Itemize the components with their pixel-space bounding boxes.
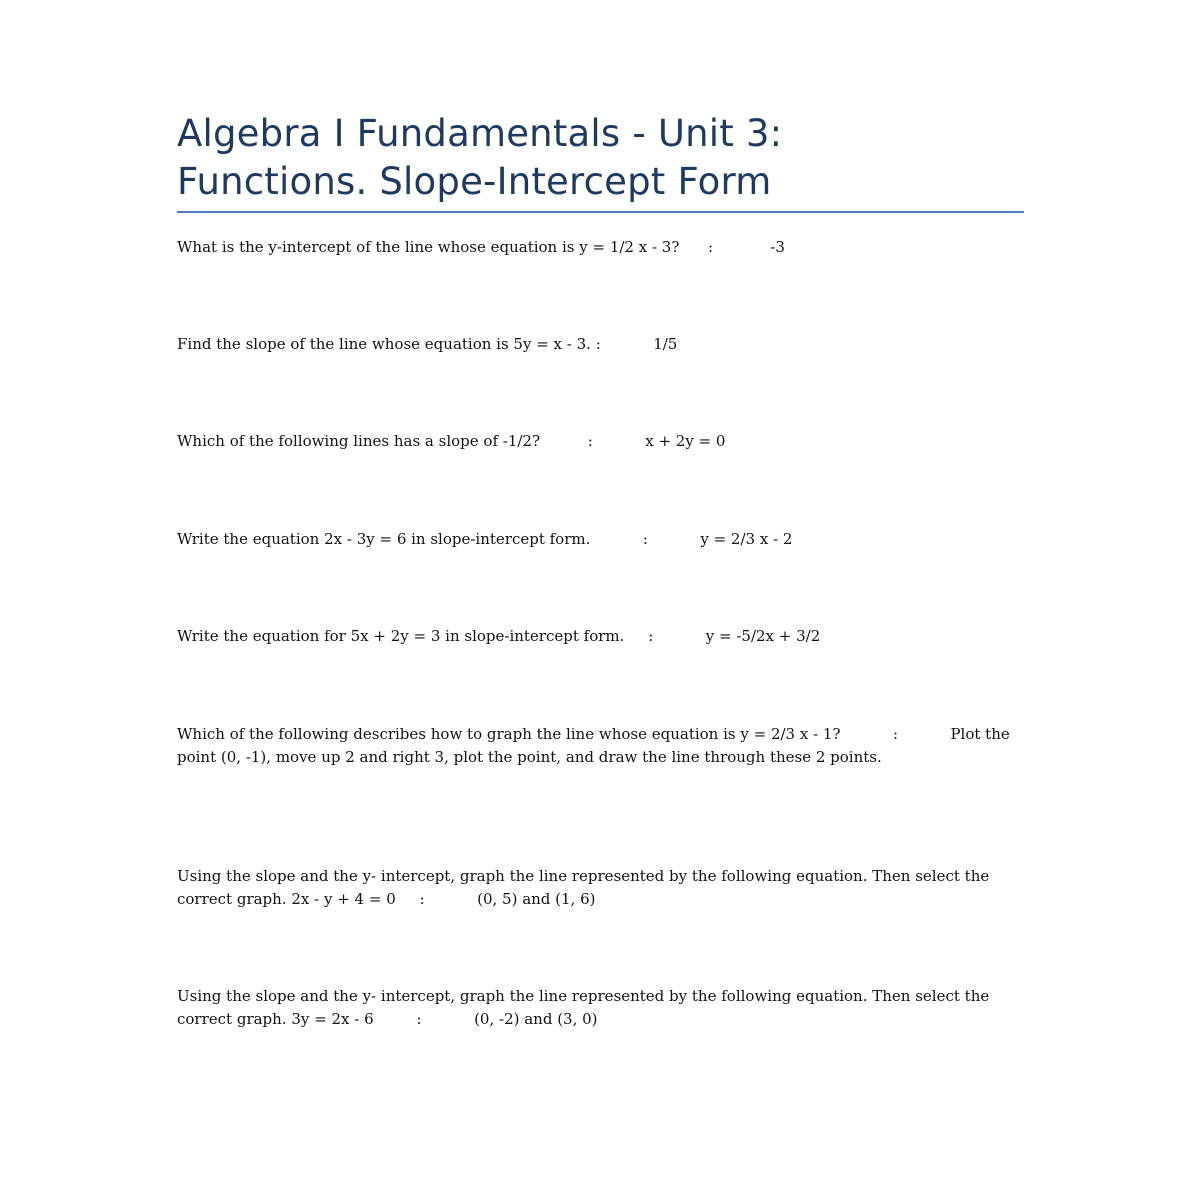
qa-item-7 — [177, 865, 1024, 911]
title-underline — [177, 211, 1024, 213]
question-text: Write the equation 2x - 3y = 6 in slope-intercept form. — [177, 530, 591, 548]
document-title — [177, 110, 1024, 206]
question-text: Which of the following describes how to graph the line whose equation is y = 2/3 x - 1? — [177, 725, 841, 743]
qa-item-5 — [177, 625, 1024, 648]
qa-item-8 — [177, 985, 1024, 1031]
answer-separator: : — [590, 530, 701, 548]
answer-separator: : — [373, 1010, 475, 1028]
answer-text: y = -5/2x + 3/2 — [705, 627, 821, 645]
answer-text: x + 2y = 0 — [645, 432, 726, 450]
qa-item-3 — [177, 430, 1024, 453]
answer-text: Plot the point (0, -1), move up 2 and right 3, plot the point, and draw the line through these 2 points. — [177, 725, 1015, 766]
title-line-2: Functions. Slope-Intercept Form — [177, 160, 772, 203]
answer-text: y = 2/3 x - 2 — [700, 530, 793, 548]
answer-text: -3 — [770, 238, 785, 256]
answer-text: (0, 5) and (1, 6) — [477, 890, 596, 908]
answer-separator: : — [840, 725, 951, 743]
question-text: Using the slope and the y- intercept, graph the line represented by the following equation. Then select the correct graph. 3y = 2x - 6 — [177, 987, 995, 1028]
question-text: Write the equation for 5x + 2y = 3 in slope-intercept form. — [177, 627, 625, 645]
qa-item-2 — [177, 333, 1024, 356]
question-text: What is the y-intercept of the line whose equation is y = 1/2 x - 3? — [177, 238, 680, 256]
answer-separator: : — [624, 627, 706, 645]
question-text: Which of the following lines has a slope of -1/2? — [177, 432, 541, 450]
question-text: Using the slope and the y- intercept, graph the line represented by the following equation. Then select the correct graph. 2x - y + 4 = 0 — [177, 867, 995, 908]
title-line-1: Algebra I Fundamentals - Unit 3: — [177, 112, 783, 155]
document-page — [177, 110, 1024, 213]
answer-separator — [601, 335, 653, 353]
answer-separator: : — [395, 890, 478, 908]
answer-text: 1/5 — [653, 335, 678, 353]
answer-separator: : — [540, 432, 646, 450]
answer-text: (0, -2) and (3, 0) — [474, 1010, 598, 1028]
qa-item-4 — [177, 528, 1024, 551]
qa-item-6 — [177, 723, 1024, 769]
answer-separator: : — [679, 238, 771, 256]
qa-item-1 — [177, 236, 1024, 259]
question-text: Find the slope of the line whose equation is 5y = x - 3. : — [177, 335, 601, 353]
